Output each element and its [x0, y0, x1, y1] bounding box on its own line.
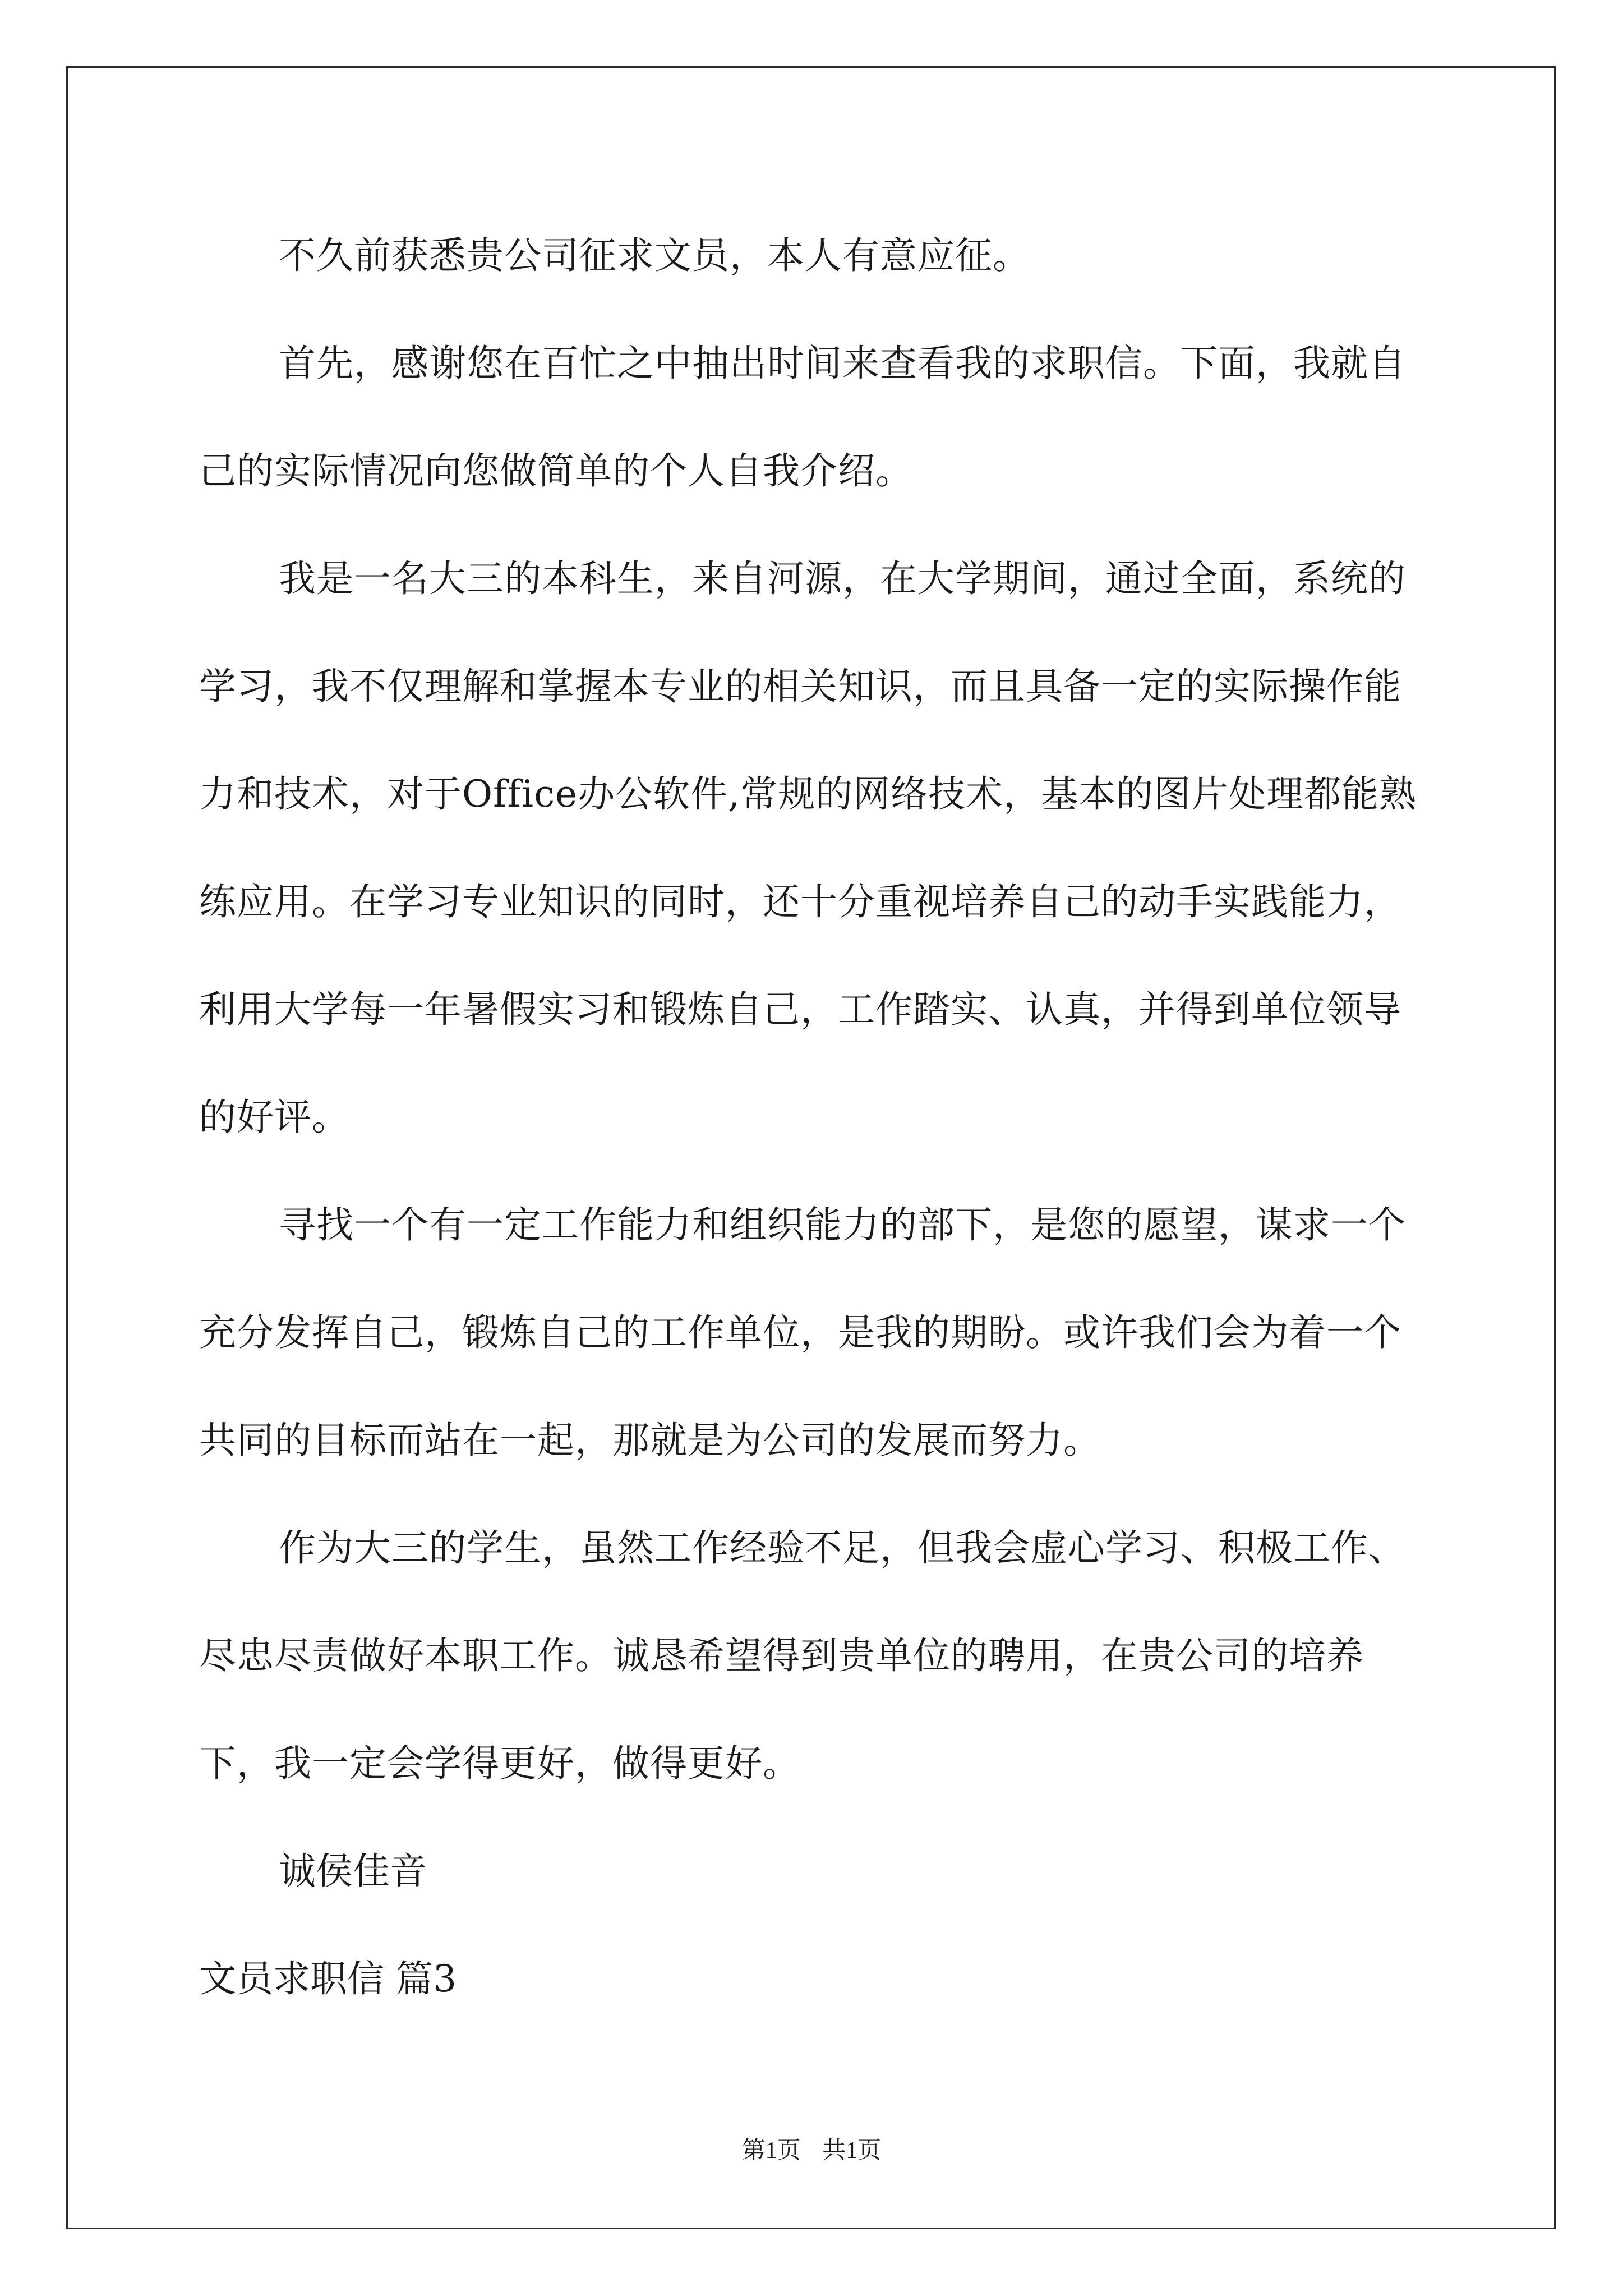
- paragraph-1: 不久前获悉贵公司征求文员，本人有意应征。: [279, 234, 1030, 277]
- letter-body: [199, 202, 1427, 2033]
- paragraph-4: 寻找一个有一定工作能力和组织能力的部下，是您的愿望，谋求一个充分发挥自己，锻炼自己的工作单位，是我的期盼。或许我们会为着一个共同的目标而站在一起，那就是为公司的发展而努力。: [199, 1203, 1406, 1462]
- page-total: 共1页: [822, 2138, 882, 2164]
- page-footer: [0, 2132, 1623, 2165]
- paragraph-3: 我是一名大三的本科生，来自河源，在大学期间，通过全面，系统的学习，我不仅理解和掌握本专业的相关知识，而且具备一定的实际操作能力和技术，对于Office办公软件,常规的网络技术，基本的图片处理都能熟练应用。在学习专业知识的同时，还十分重视培养自己的动手实践能力，利用大学每一年暑假实习和锻炼自己，工作踏实、认真，并得到单位领导的好评。: [199, 557, 1417, 1139]
- closing-line: 诚侯佳音: [279, 1849, 427, 1893]
- page-number: 第1页: [741, 2138, 801, 2164]
- paragraph-5: 作为大三的学生，虽然工作经验不足，但我会虚心学习、积极工作、尽忠尽责做好本职工作。诚恳希望得到贵单位的聘用，在贵公司的培养下，我一定会学得更好，做得更好。: [199, 1526, 1406, 1785]
- paragraph-2: 首先，感谢您在百忙之中抽出时间来查看我的求职信。下面，我就自己的实际情况向您做简单的个人自我介绍。: [199, 342, 1406, 493]
- next-section-title: 文员求职信 篇3: [199, 1957, 457, 2000]
